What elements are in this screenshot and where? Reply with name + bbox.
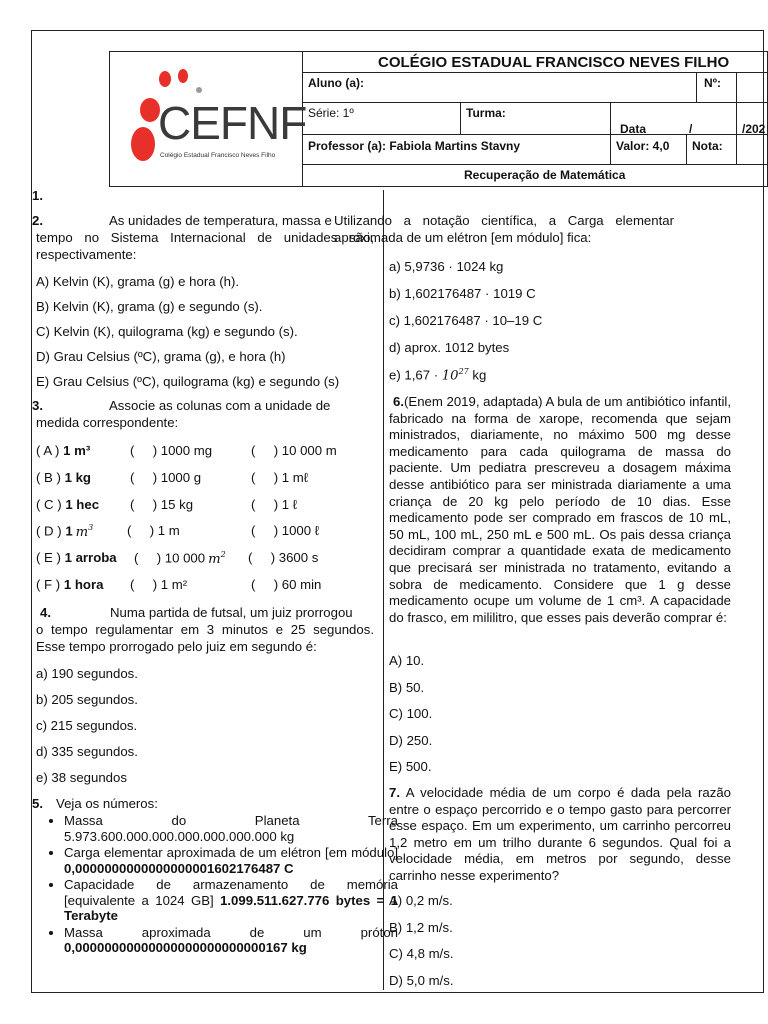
q6-option: C) 100. (389, 706, 433, 721)
q3-unit: 1 m³ (63, 443, 91, 458)
q5-list-item (64, 813, 398, 844)
q3-col3: ( ) 60 min (251, 577, 322, 592)
q5-item-text: Carga elementar aproximada de um elétron [em módulo] (64, 845, 398, 860)
q3-row-label (36, 443, 90, 458)
q5-list-item (64, 877, 398, 924)
q5-option-e-exp: 27 (458, 367, 469, 376)
q3-col2-text: ( ) 10 000 (134, 550, 206, 566)
school-logo (128, 62, 307, 172)
q5-item-text: Capacidade de armazenamento de memória [equivalente a 1024 GB] (64, 877, 398, 908)
q7-text: A velocidade média de um corpo é dada pela razão entre o espaço percorrido e o tempo gasto para percorrer esse espaço. Em um experimento, um carrinho percorreu 1,2 metro em um trilho durante 6 segundos. Qual foi a velocidade média, em metros por segundo, desse carrinho nesse experimento? (389, 785, 731, 883)
turma-field: Turma: (466, 106, 506, 120)
professor-field: Professor (a): Fabiola Martins Stavny (308, 139, 521, 153)
q3-unit: 1 arroba (64, 550, 117, 566)
q3-col3: ( ) 1 ℓ (251, 496, 298, 512)
q3-unit-math: m (75, 524, 89, 540)
q5-option-e-suffix: kg (468, 367, 487, 383)
q3-row-label (36, 470, 91, 485)
q5-option: a) 5,9736 · 1024 kg (389, 259, 504, 274)
q5-option: b) 1,602176487 · 1019 C (389, 286, 536, 301)
q2-number: 2. (32, 213, 43, 228)
q5-continuation: Utilizando a notação científica, a Carga elementar aproximada de um elétron [em módulo] fica: (334, 213, 674, 245)
q2-option: E) Grau Celsius (ºC), quilograma (kg) e segundo (s) (36, 374, 340, 389)
q3-col2-text: ( ) 1000 g (130, 469, 202, 485)
q7-option: D) 5,0 m/s. (389, 972, 454, 988)
q5-option-e-base: 10 (441, 368, 459, 384)
q5-number: 5. (32, 796, 43, 811)
q2-text-line1: As unidades de temperatura, massa e (109, 213, 332, 228)
q5-item-value: 1.099.511.627.776 bytes = 1 Terabyte (64, 892, 398, 923)
aluno-field: Aluno (a): (308, 76, 364, 90)
q3-unit: 1 (65, 523, 73, 539)
q6-text: (Enem 2019, adaptada) A bula de um antibiótico infantil, fabricado na forma de xarope, recomenda que sejam ministrados, diariamente, no máximo 500 mg desse medicamento para cada quilograma de massa do paciente. Um pediatra prescreveu a dosagem máxima desse antibiótico para ser ministrada diariamente a uma criança de 20 kg pelo período de 10 dias. Esse medicamento pode ser comprado em frascos de 10 mL, 50 mL, 100 mL, 250 mL e 500 mL. Os pais dessa criança decidiram comprar a quantidade exata de medicamento que precisará ser ministrada no tratamento, evitando a sobra de medicamento. Considere que 1 g desse medicamento ocupe um volume de 1 cm³. A capacidade do frasco, em mililitro, que esses pais deverão comprar é: (389, 394, 731, 625)
q5-option: c) 1,602176487 · 10–19 C (389, 313, 543, 328)
q3-unit: 1 kg (64, 469, 91, 485)
q3-col2 (130, 470, 201, 485)
q3-col2 (134, 550, 226, 566)
q6-option: E) 500. (389, 759, 432, 774)
q5-option-e (389, 367, 486, 383)
q3-unit-sup: 3 (88, 523, 94, 533)
q3-row-label (36, 550, 117, 565)
q5-option-e-prefix: e) 1,67 · (389, 367, 442, 383)
q4-option: e) 38 segundos (36, 770, 127, 785)
data-field: Data (620, 122, 647, 136)
q4-option: b) 205 segundos. (36, 692, 138, 707)
q5-item-text: Massa aproximada de um próton (64, 924, 398, 940)
header-box (109, 51, 768, 187)
q3-col3: ( ) 1000 ℓ (251, 523, 320, 539)
subtitle: Recuperação de Matemática (464, 168, 626, 182)
q6-block (389, 394, 731, 626)
q3-col2 (127, 523, 180, 538)
q3-letter: ( F ) (36, 577, 61, 592)
serie-field: Série: 1º (308, 106, 354, 120)
q3-text-line1: Associe as colunas com a unidade de (109, 398, 331, 413)
q5-item-value: 0,0000000000000000001602176487 C (64, 860, 294, 876)
q7-block (389, 785, 731, 885)
q3-col2 (130, 443, 212, 458)
q7-number: 7. (389, 785, 400, 800)
q3-col2 (130, 497, 193, 512)
data-slash: / (689, 122, 693, 136)
q4-text-line1: Numa partida de futsal, um juiz prorrogou (110, 605, 353, 620)
valor-field: Valor: 4,0 (616, 139, 670, 153)
q3-col2-text: ( ) 1000 mg (130, 443, 213, 458)
nota-field: Nota: (692, 139, 723, 153)
q5-list-item (64, 925, 398, 956)
q3-col2-text: ( ) 1 m² (130, 577, 188, 592)
numero-field: Nº: (704, 76, 722, 90)
q3-col3: ( ) 10 000 m (251, 443, 337, 458)
q3-letter: ( D ) (36, 523, 62, 539)
school-name: COLÉGIO ESTADUAL FRANCISCO NEVES FILHO (378, 54, 730, 71)
q2-option: C) Kelvin (K), quilograma (kg) e segundo (s). (36, 324, 298, 339)
q3-col2-sup: 2 (220, 550, 226, 560)
q6-option: D) 250. (389, 732, 433, 748)
q5-item-text: Massa do Planeta Terra 5.973.600.000.000.000.000.000.000 kg (64, 813, 398, 844)
q2-option: D) Grau Celsius (ºC), grama (g), e hora (h) (36, 349, 286, 364)
data-year: /202 (742, 122, 766, 136)
q5-option: d) aprox. 1012 bytes (389, 340, 510, 355)
q2-option: A) Kelvin (K), grama (g) e hora (h). (36, 274, 240, 289)
q3-col3: ( ) 1 mℓ (251, 469, 309, 485)
q4-option: c) 215 segundos. (36, 718, 138, 733)
q4-option: d) 335 segundos. (36, 744, 138, 759)
q2-text: tempo no Sistema Internacional de unidades são, respectivamente: (36, 230, 374, 262)
q7-option: A) 0,2 m/s. (389, 893, 453, 908)
q3-col3: ( ) 3600 s (248, 550, 319, 566)
q7-option: C) 4,8 m/s. (389, 946, 454, 961)
q4-option: a) 190 segundos. (36, 666, 138, 681)
q3-letter: ( C ) (36, 496, 62, 512)
q3-col2-text: ( ) 1 m (127, 523, 180, 539)
q5-item-value: 0,00000000000000000000000000167 kg (64, 940, 307, 955)
q6-option: A) 10. (389, 653, 425, 668)
q3-row-label (36, 523, 93, 539)
q3-row-label (36, 577, 103, 592)
q3-unit: 1 hora (63, 577, 104, 592)
q3-unit: 1 hec (65, 496, 100, 512)
q4-text: o tempo regulamentar em 3 minutos e 25 segundos. Esse tempo prorrogado pelo juiz em segundo é: (36, 622, 374, 654)
logo-text: CEFNF (158, 97, 307, 149)
q3-col2 (130, 577, 187, 592)
q5-number-list (32, 813, 398, 957)
q3-col2-math: m (208, 551, 221, 567)
q7-option: B) 1,2 m/s. (389, 919, 453, 935)
q3-letter: ( A ) (36, 443, 60, 458)
q3-col2-text: ( ) 15 kg (130, 496, 194, 512)
q3-number: 3. (32, 398, 43, 413)
q5-intro: Veja os números: (56, 796, 158, 811)
q5-list-item (64, 845, 398, 876)
q3-row-label (36, 497, 99, 512)
q4-number: 4. (40, 605, 51, 620)
q1-number: 1. (32, 188, 43, 203)
q6-option: B) 50. (389, 679, 425, 695)
q2-option: B) Kelvin (K), grama (g) e segundo (s). (36, 299, 263, 314)
q6-number: 6. (393, 394, 404, 409)
logo-subtitle: Colégio Estadual Francisco Neves Filho (160, 152, 276, 159)
q3-letter: ( B ) (36, 469, 61, 485)
q3-letter: ( E ) (36, 550, 61, 566)
q3-text: medida correspondente: (36, 415, 179, 430)
